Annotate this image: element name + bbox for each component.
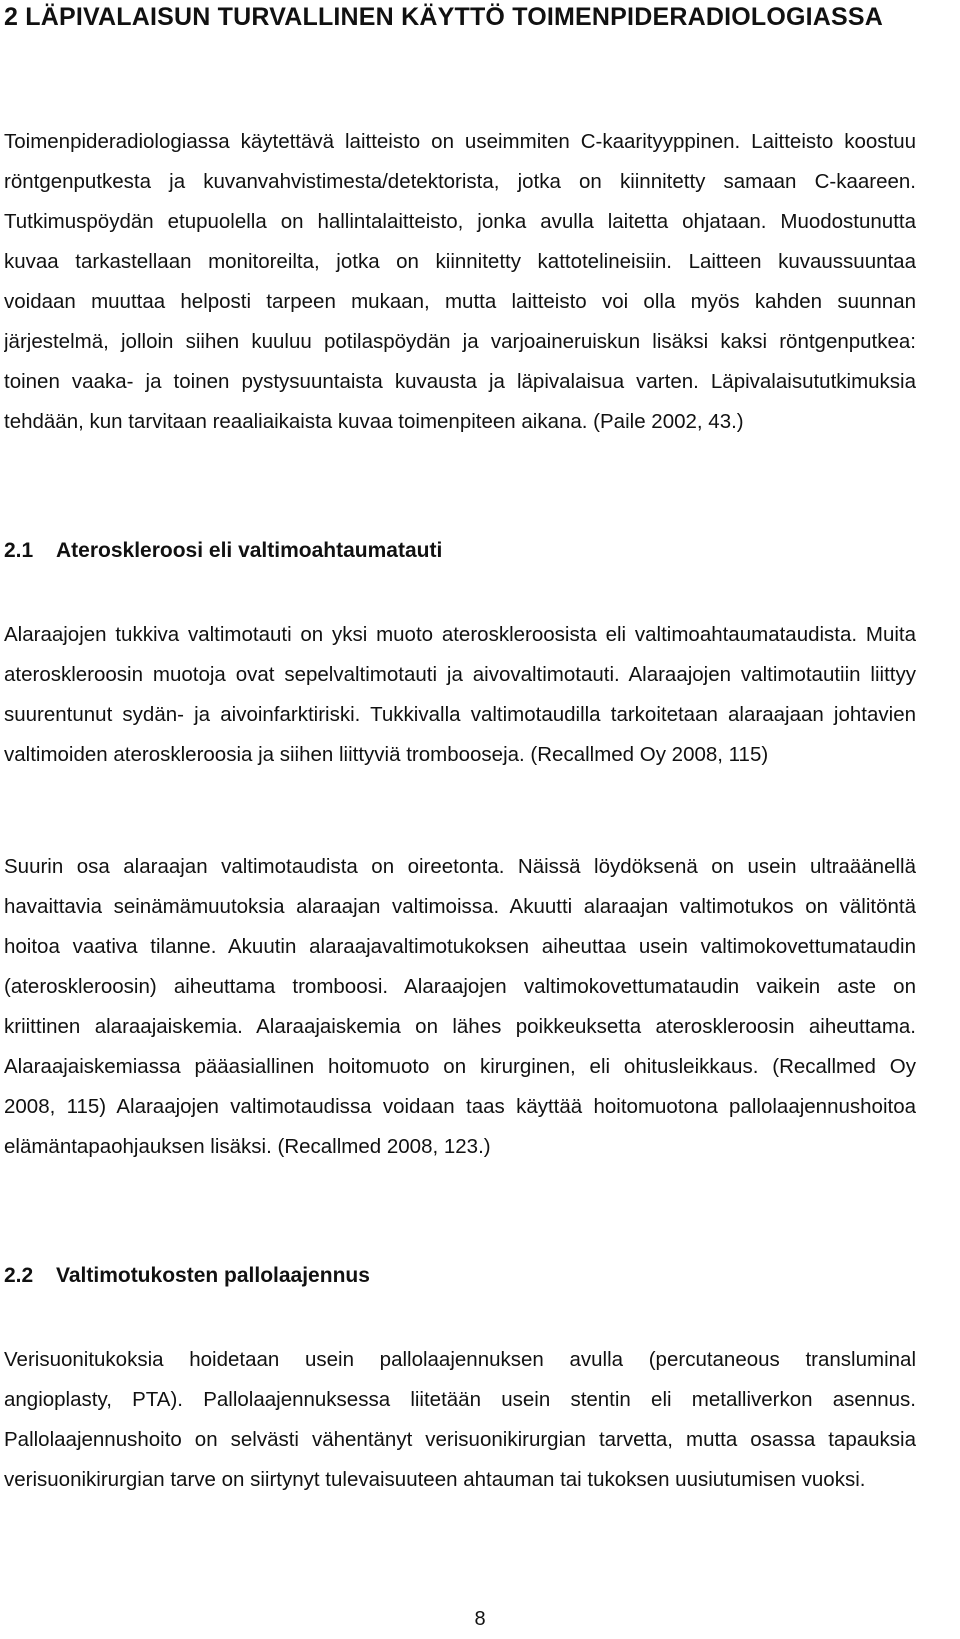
- section-heading-2-2: [4, 1261, 944, 1291]
- paragraph-line: elämäntapaohjauksen lisäksi. (Recallmed 2008, 123.): [4, 1135, 491, 1158]
- paragraph-line: Verisuonitukoksia hoidetaan usein pallolaajennuksen avulla (percutaneous transluminal: [4, 1348, 916, 1371]
- paragraph-line: suurentunut sydän- ja aivoinfarktiriski. Tukkivalla valtimotaudilla tarkoitetaan alaraajaan johtavien: [4, 703, 916, 726]
- paragraph-line: järjestelmä, jolloin siihen kuuluu potilaspöydän ja varjoaineruiskun lisäksi kaksi röntgenputkea:: [4, 330, 916, 353]
- page-number: 8: [474, 1608, 486, 1630]
- section-heading-2-1: [4, 536, 944, 566]
- section-number: 2.1: [4, 539, 34, 562]
- paragraph-line: Pallolaajennushoito on selvästi vähentänyt verisuonikirurgian tarvetta, mutta osassa tapauksia: [4, 1428, 916, 1451]
- paragraph-line: Toimenpideradiologiassa käytettävä laitteisto on useimmiten C-kaarityyppinen. Laitteisto koostuu: [4, 130, 916, 153]
- paragraph-lower-limb-disease: [4, 847, 916, 1167]
- paragraph-line: Alaraajaiskemiassa pääasiallinen hoitomuoto on kirurginen, eli ohitusleikkaus. (Recallmed Oy: [4, 1055, 916, 1078]
- paragraph-atherosclerosis: [4, 615, 916, 775]
- paragraph-line: havaittavia seinämämuutoksia alaraajan valtimoissa. Akuutti alaraajan valtimotukos on välitöntä: [4, 895, 916, 918]
- paragraph-line: kuvaa tarkastellaan monitoreilta, jotka on kiinnitetty kattotelineisiin. Laitteen kuvaussuuntaa: [4, 250, 916, 273]
- section-title: Ateroskleroosi eli valtimoahtaumatauti: [56, 539, 443, 562]
- paragraph-line: angioplasty, PTA). Pallolaajennuksessa liitetään usein stentin eli metalliverkon asennus.: [4, 1388, 916, 1411]
- paragraph-line: tehdään, kun tarvitaan reaaliaikaista kuvaa toimenpiteen aikana. (Paile 2002, 43.): [4, 410, 744, 433]
- section-number: 2.2: [4, 1264, 34, 1287]
- paragraph-line: ateroskleroosin muotoja ovat sepelvaltimotauti ja aivovaltimotauti. Alaraajojen valtimotautiin liittyy: [4, 663, 916, 686]
- paragraph-line: 2008, 115) Alaraajojen valtimotaudissa voidaan taas käyttää hoitomuotona pallolaajennushoitoa: [4, 1095, 916, 1118]
- paragraph-line: kriittinen alaraajaiskemia. Alaraajaiskemia on lähes poikkeuksetta ateroskleroosin aiheuttama.: [4, 1015, 916, 1038]
- paragraph-line: (ateroskleroosin) aiheuttama tromboosi. Alaraajojen valtimokovettumataudin vaikein aste on: [4, 975, 916, 998]
- paragraph-line: toinen vaaka- ja toinen pystysuuntaista kuvausta ja läpivalaisua varten. Läpivalaisututkimuksia: [4, 370, 916, 393]
- paragraph-line: verisuonikirurgian tarve on siirtynyt tulevaisuuteen ahtauman tai tukoksen uusiutumisen vuoksi.: [4, 1468, 866, 1491]
- paragraph-line: röntgenputkesta ja kuvanvahvistimesta/detektorista, jotka on kiinnitetty samaan C-kaareen.: [4, 170, 916, 193]
- paragraph-c-arm-equipment: [4, 122, 916, 442]
- paragraph-line: hoitoa vaativa tilanne. Akuutin alaraajavaltimotukoksen aiheuttaa usein valtimokovettumataudin: [4, 935, 916, 958]
- paragraph-line: Suurin osa alaraajan valtimotaudista on oireetonta. Näissä löydöksenä on usein ultraäänellä: [4, 855, 916, 878]
- paragraph-line: Tutkimuspöydän etupuolella on hallintalaitteisto, jonka avulla laitetta ohjataan. Muodostunutta: [4, 210, 916, 233]
- paragraph-line: voidaan muuttaa helposti tarpeen mukaan, mutta laitteisto voi olla myös kahden suunnan: [4, 290, 916, 313]
- paragraph-line: Alaraajojen tukkiva valtimotauti on yksi muoto ateroskleroosista eli valtimoahtaumataudista. Muita: [4, 623, 916, 646]
- paragraph-line: valtimoiden ateroskleroosia ja siihen liittyviä trombooseja. (Recallmed Oy 2008, 115): [4, 743, 769, 766]
- chapter-heading: 2 LÄPIVALAISUN TURVALLINEN KÄYTTÖ TOIMENPIDERADIOLOGIASSA: [4, 3, 884, 31]
- section-title: Valtimotukosten pallolaajennus: [56, 1264, 370, 1287]
- paragraph-angioplasty: [4, 1340, 916, 1500]
